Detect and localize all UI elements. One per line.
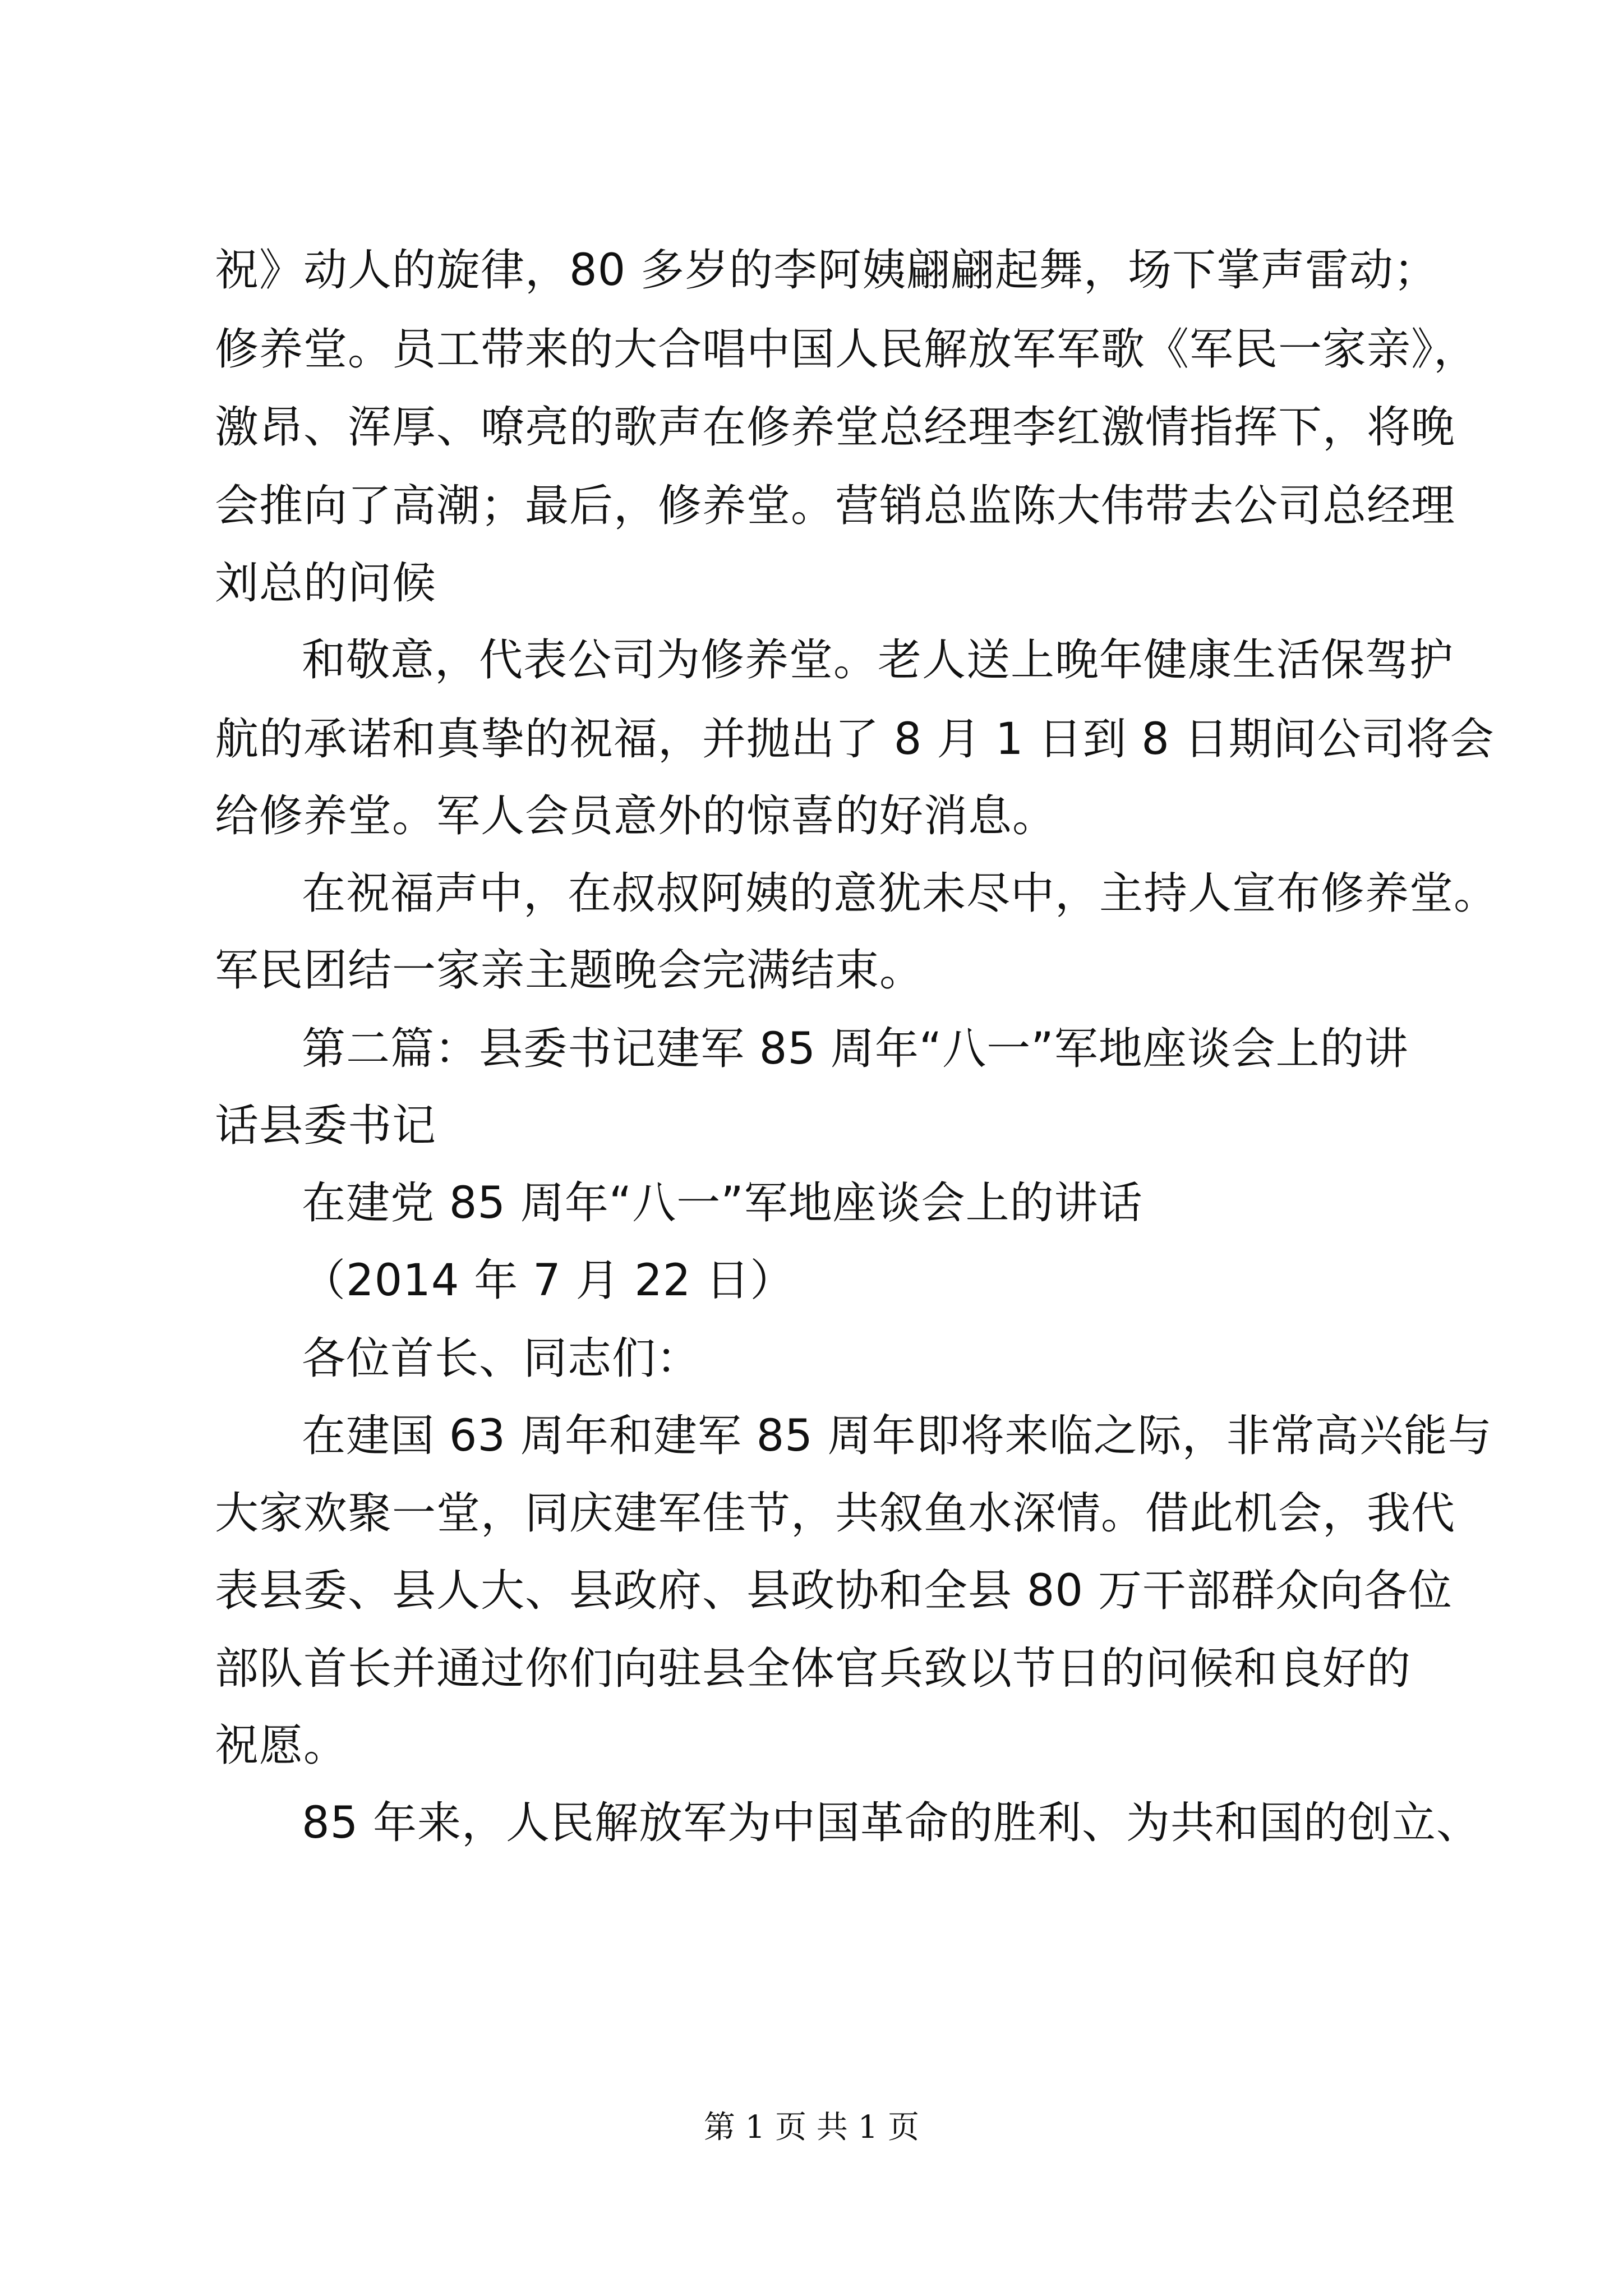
speech-date: （2014 年 7 月 22 日） bbox=[302, 1255, 795, 1306]
text-line: 刘总的问候 bbox=[215, 558, 437, 609]
text-line: 表县委、县人大、县政府、县政协和全县 80 万干部群众向各位 bbox=[215, 1566, 1453, 1616]
text-line: 修养堂。员工带来的大合唱中国人民解放军军歌《军民一家亲》， bbox=[215, 324, 1478, 375]
text-line: 祝愿。 bbox=[215, 1720, 348, 1771]
section-heading-line: 话县委书记 bbox=[215, 1101, 437, 1151]
speech-title: 在建党 85 周年“八一”军地座谈会上的讲话 bbox=[302, 1178, 1143, 1228]
paragraph-start-line: 和敬意，代表公司为修养堂。老人送上晚年健康生活保驾护 bbox=[302, 635, 1454, 685]
text-line: 航的承诺和真挚的祝福，并抛出了 8 月 1 日到 8 日期间公司将会 bbox=[215, 714, 1495, 765]
text-line: 军民团结一家亲主题晚会完满结束。 bbox=[215, 945, 924, 996]
section-heading-line: 第二篇：县委书记建军 85 周年“八一”军地座谈会上的讲 bbox=[302, 1024, 1409, 1074]
paragraph-start-line: 在祝福声中，在叔叔阿姨的意犹未尽中，主持人宣布修养堂。 bbox=[302, 868, 1498, 919]
text-line: 会推向了高潮；最后，修养堂。营销总监陈大伟带去公司总经理 bbox=[215, 481, 1456, 531]
page-footer: 第 1 页 共 1 页 bbox=[703, 2109, 920, 2146]
text-line: 部队首长并通过你们向驻县全体官兵致以节日的问候和良好的 bbox=[215, 1644, 1412, 1694]
text-line: 大家欢聚一堂，同庆建军佳节，共叙鱼水深情。借此机会，我代 bbox=[215, 1488, 1456, 1539]
text-line: 激昂、浑厚、嘹亮的歌声在修养堂总经理李红激情指挥下，将晚 bbox=[215, 402, 1456, 453]
paragraph-start-line: 在建国 63 周年和建军 85 周年即将来临之际，非常高兴能与 bbox=[302, 1411, 1492, 1461]
paragraph-start-line: 85 年来，人民解放军为中国革命的胜利、为共和国的创立、 bbox=[302, 1798, 1481, 1848]
text-line: 祝》动人的旋律，80 多岁的李阿姨翩翩起舞，场下掌声雷动； bbox=[215, 245, 1438, 296]
text-line: 给修养堂。军人会员意外的惊喜的好消息。 bbox=[215, 791, 1057, 841]
salutation: 各位首长、同志们： bbox=[302, 1333, 701, 1384]
